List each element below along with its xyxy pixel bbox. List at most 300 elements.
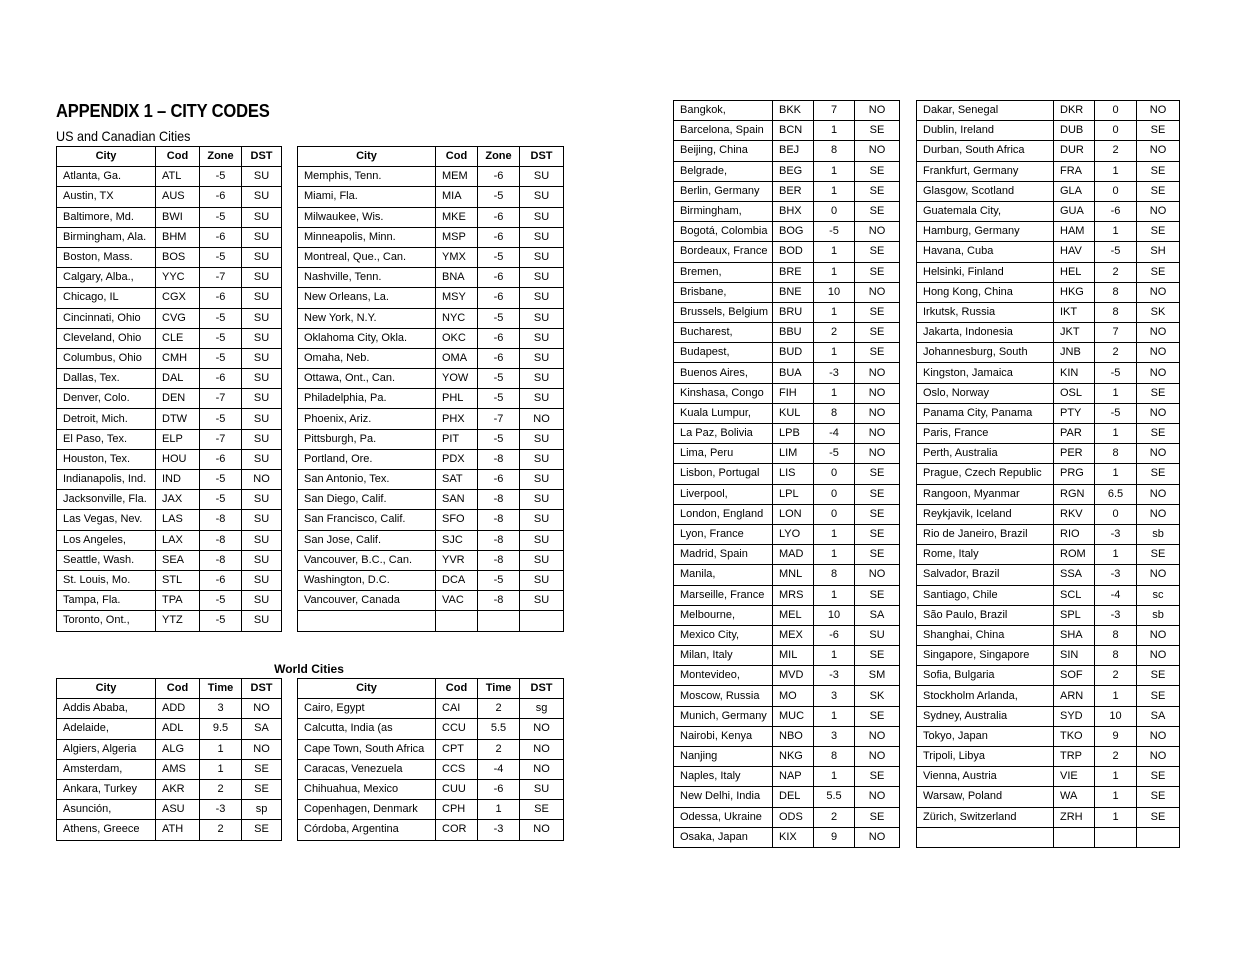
cell-dst: SE [1137, 262, 1180, 282]
table-row [57, 800, 282, 820]
cell-city: Jakarta, Indonesia [917, 323, 1054, 343]
cell-offset: 1 [1095, 383, 1137, 403]
table-row [57, 570, 282, 590]
cell-city: Vienna, Austria [917, 767, 1054, 787]
cell-code: STL [156, 570, 200, 590]
cell-offset: -8 [478, 449, 520, 469]
cell-offset: -8 [478, 591, 520, 611]
cell-city: Denver, Colo. [57, 389, 156, 409]
cell-city: Singapore, Singapore [917, 646, 1054, 666]
table-row [674, 504, 900, 524]
cell-dst: SE [1137, 807, 1180, 827]
cell-code: BNA [436, 268, 478, 288]
cell-city: Athens, Greece [57, 820, 156, 840]
cell-offset: 1 [814, 302, 855, 322]
table-header-row [298, 679, 564, 699]
cell-code: JAX [156, 490, 200, 510]
cell-code: SFO [436, 510, 478, 530]
cell-code: BNE [773, 282, 814, 302]
cell-dst: SU [242, 530, 282, 550]
cell-offset: 1 [1095, 545, 1137, 565]
cell-city: Milan, Italy [674, 646, 773, 666]
cell-city: Birmingham, [674, 201, 773, 221]
cell-offset: -6 [1095, 201, 1137, 221]
table-row [917, 504, 1180, 524]
cell-city: Helsinki, Finland [917, 262, 1054, 282]
table-row [917, 807, 1180, 827]
cell-dst: SU [520, 369, 564, 389]
cell-offset: -6 [478, 227, 520, 247]
cell-city: San Francisco, Calif. [298, 510, 436, 530]
column-header-offset: Time [200, 679, 242, 699]
table-row [57, 779, 282, 799]
us-cities-table-right [297, 146, 564, 632]
cell-dst: SU [242, 409, 282, 429]
cell-offset: -6 [200, 227, 242, 247]
cell-offset: 2 [1095, 262, 1137, 282]
cell-city: Dallas, Tex. [57, 369, 156, 389]
cell-code: LAS [156, 510, 200, 530]
cell-code: LPB [773, 424, 814, 444]
table-row [57, 369, 282, 389]
table-row [917, 161, 1180, 181]
table-row [674, 101, 900, 121]
cell-offset: -6 [478, 207, 520, 227]
cell-offset: -7 [200, 268, 242, 288]
cell-code: MUC [773, 706, 814, 726]
cell-code: BHX [773, 201, 814, 221]
cell-dst: NO [855, 787, 900, 807]
table-row [917, 302, 1180, 322]
cell-city: Austin, TX [57, 187, 156, 207]
cell-dst: SU [520, 779, 564, 799]
cell-code: GLA [1054, 181, 1095, 201]
cell-dst: SU [242, 570, 282, 590]
cell-offset: 1 [814, 161, 855, 181]
cell-dst: NO [855, 222, 900, 242]
cell-offset: -4 [1095, 585, 1137, 605]
table-row [298, 570, 564, 590]
cell-dst: SU [520, 187, 564, 207]
cell-city: Odessa, Ukraine [674, 807, 773, 827]
cell-city: Hong Kong, China [917, 282, 1054, 302]
cell-dst: SU [242, 369, 282, 389]
cell-city: Dublin, Ireland [917, 121, 1054, 141]
cell-offset: -6 [478, 328, 520, 348]
table-row [298, 268, 564, 288]
cell-dst: SU [520, 167, 564, 187]
cell-city: Atlanta, Ga. [57, 167, 156, 187]
cell-city: Osaka, Japan [674, 827, 773, 847]
cell-dst: SU [520, 470, 564, 490]
cell-dst: SU [242, 429, 282, 449]
cell-offset: 8 [814, 141, 855, 161]
cell-city: Salvador, Brazil [917, 565, 1054, 585]
cell-offset: 1 [1095, 807, 1137, 827]
cell-code: TRP [1054, 747, 1095, 767]
cell-city: New York, N.Y. [298, 308, 436, 328]
table-header-row [57, 679, 282, 699]
cell-city: Cleveland, Ohio [57, 328, 156, 348]
cell-city: Sofia, Bulgaria [917, 666, 1054, 686]
cell-code: BOD [773, 242, 814, 262]
cell-dst: NO [1137, 343, 1180, 363]
table-row [674, 484, 900, 504]
cell-dst: NO [855, 827, 900, 847]
cell-code: PHL [436, 389, 478, 409]
cell-code: DEN [156, 389, 200, 409]
cell-offset: 1 [814, 242, 855, 262]
cell-city: Munich, Germany [674, 706, 773, 726]
table-row [298, 611, 564, 631]
cell-dst: SH [1137, 242, 1180, 262]
cell-dst: SK [855, 686, 900, 706]
cell-city: Sydney, Australia [917, 706, 1054, 726]
cell-offset: -3 [478, 820, 520, 840]
cell-offset: -5 [200, 409, 242, 429]
table-row [917, 323, 1180, 343]
cell-city: Prague, Czech Republic [917, 464, 1054, 484]
cell-code: IKT [1054, 302, 1095, 322]
cell-city: Ottawa, Ont., Can. [298, 369, 436, 389]
cell-offset: -6 [200, 369, 242, 389]
cell-offset: -5 [200, 490, 242, 510]
table-row [298, 779, 564, 799]
cell-city: Vancouver, B.C., Can. [298, 550, 436, 570]
cell-dst: SE [855, 161, 900, 181]
table-row [298, 719, 564, 739]
cell-city: Calcutta, India (as [298, 719, 436, 739]
cell-offset: 8 [1095, 625, 1137, 645]
table-row [298, 348, 564, 368]
cell-code: PRG [1054, 464, 1095, 484]
cell-code: ADL [156, 719, 200, 739]
cell-dst: SU [242, 268, 282, 288]
cell-code: KIN [1054, 363, 1095, 383]
cell-city: Brisbane, [674, 282, 773, 302]
cell-dst: SU [242, 510, 282, 530]
table-row [298, 591, 564, 611]
cell-dst: SA [855, 605, 900, 625]
cell-offset: -5 [200, 348, 242, 368]
cell-offset: 0 [1095, 181, 1137, 201]
cell-city: Tokyo, Japan [917, 726, 1054, 746]
cell-code: CAI [436, 699, 478, 719]
cell-code: YOW [436, 369, 478, 389]
cell-offset: -5 [200, 611, 242, 631]
cell-code: MAD [773, 545, 814, 565]
cell-city: Rangoon, Myanmar [917, 484, 1054, 504]
cell-dst [1137, 827, 1180, 847]
cell-city: Birmingham, Ala. [57, 227, 156, 247]
table-row [57, 739, 282, 759]
cell-dst: sg [520, 699, 564, 719]
cell-dst: SU [520, 348, 564, 368]
cell-dst: SE [1137, 222, 1180, 242]
cell-city: Caracas, Venezuela [298, 759, 436, 779]
cell-dst: SU [242, 389, 282, 409]
cell-dst: SU [520, 389, 564, 409]
cell-offset: 0 [814, 484, 855, 504]
cell-offset: -5 [478, 570, 520, 590]
cell-code: MSY [436, 288, 478, 308]
table-row [298, 490, 564, 510]
cell-code: DAL [156, 369, 200, 389]
cell-dst: SU [520, 328, 564, 348]
cell-city: Los Angeles, [57, 530, 156, 550]
cell-city: Miami, Fla. [298, 187, 436, 207]
cell-code: PTY [1054, 403, 1095, 423]
cell-city: Melbourne, [674, 605, 773, 625]
table-row [917, 646, 1180, 666]
cell-dst: SU [520, 247, 564, 267]
table-row [674, 646, 900, 666]
cell-code: FRA [1054, 161, 1095, 181]
cell-offset: -6 [200, 449, 242, 469]
cell-code: HAM [1054, 222, 1095, 242]
cell-dst: NO [1137, 101, 1180, 121]
cell-offset: -3 [814, 666, 855, 686]
cell-offset [1095, 827, 1137, 847]
table-row [298, 308, 564, 328]
table-row [917, 343, 1180, 363]
cell-code: SAN [436, 490, 478, 510]
cell-code: PDX [436, 449, 478, 469]
cell-dst: NO [520, 759, 564, 779]
cell-dst: SE [855, 646, 900, 666]
cell-code: SYD [1054, 706, 1095, 726]
table-row [917, 262, 1180, 282]
cell-offset: 8 [1095, 444, 1137, 464]
table-row [674, 181, 900, 201]
cell-dst: NO [855, 383, 900, 403]
cell-city: Omaha, Neb. [298, 348, 436, 368]
cell-offset: 7 [814, 101, 855, 121]
cell-dst: SE [520, 800, 564, 820]
cell-city: Belgrade, [674, 161, 773, 181]
cell-offset: -5 [478, 308, 520, 328]
cell-offset: -5 [814, 444, 855, 464]
cell-code: ELP [156, 429, 200, 449]
cell-city: Cincinnati, Ohio [57, 308, 156, 328]
cell-offset: 9 [1095, 726, 1137, 746]
cell-city: Columbus, Ohio [57, 348, 156, 368]
cell-offset: 5.5 [814, 787, 855, 807]
cell-dst: NO [855, 282, 900, 302]
cell-dst: SE [1137, 383, 1180, 403]
cell-dst: NO [1137, 625, 1180, 645]
cell-city: Liverpool, [674, 484, 773, 504]
table-row [674, 545, 900, 565]
cell-code: GUA [1054, 201, 1095, 221]
cell-code: HOU [156, 449, 200, 469]
cell-dst: SU [242, 227, 282, 247]
cell-offset: 10 [814, 282, 855, 302]
table-row [674, 161, 900, 181]
cell-code: FIH [773, 383, 814, 403]
table-row [57, 308, 282, 328]
cell-city: Baltimore, Md. [57, 207, 156, 227]
table-row [674, 524, 900, 544]
cell-dst: SE [855, 545, 900, 565]
cell-offset: 6.5 [1095, 484, 1137, 504]
table-row [298, 429, 564, 449]
cell-offset: 8 [1095, 646, 1137, 666]
cell-city: Perth, Australia [917, 444, 1054, 464]
cell-code: VAC [436, 591, 478, 611]
cell-dst: NO [1137, 323, 1180, 343]
cell-dst: SU [520, 308, 564, 328]
cell-city: Lisbon, Portugal [674, 464, 773, 484]
cell-code: MNL [773, 565, 814, 585]
cell-city: Pittsburgh, Pa. [298, 429, 436, 449]
cell-dst: SE [1137, 686, 1180, 706]
cell-offset: -3 [1095, 605, 1137, 625]
cell-code: YYC [156, 268, 200, 288]
table-row [917, 524, 1180, 544]
cell-offset: 1 [1095, 686, 1137, 706]
cell-city: Detroit, Mich. [57, 409, 156, 429]
cell-dst: SE [855, 464, 900, 484]
cell-code: ADD [156, 699, 200, 719]
cell-code: ASU [156, 800, 200, 820]
cell-offset: 0 [1095, 504, 1137, 524]
cell-dst: SU [520, 490, 564, 510]
table-row [298, 550, 564, 570]
table-row [917, 201, 1180, 221]
cell-offset: 1 [814, 262, 855, 282]
table-row [674, 706, 900, 726]
cell-code: COR [436, 820, 478, 840]
column-header-dst: DST [242, 147, 282, 167]
table-row [57, 530, 282, 550]
cell-code: HKG [1054, 282, 1095, 302]
cell-offset: -8 [478, 490, 520, 510]
table-row [917, 726, 1180, 746]
cell-code: AMS [156, 759, 200, 779]
cell-dst: SU [520, 268, 564, 288]
cell-city: Tripoli, Libya [917, 747, 1054, 767]
cell-offset: -4 [814, 424, 855, 444]
cell-dst: SE [1137, 161, 1180, 181]
world-cities-table-page2-right [916, 100, 1180, 848]
cell-code: MVD [773, 666, 814, 686]
cell-dst: SU [520, 530, 564, 550]
table-row [674, 605, 900, 625]
cell-dst: SU [520, 207, 564, 227]
column-header-code: Cod [156, 679, 200, 699]
cell-offset: 8 [814, 747, 855, 767]
cell-code: BHM [156, 227, 200, 247]
cell-dst: SE [855, 262, 900, 282]
cell-code: SAT [436, 470, 478, 490]
cell-dst: SE [242, 759, 282, 779]
cell-code: BUD [773, 343, 814, 363]
cell-city: Portland, Ore. [298, 449, 436, 469]
table-row [917, 141, 1180, 161]
cell-code: CLE [156, 328, 200, 348]
table-row [917, 686, 1180, 706]
cell-offset: 0 [1095, 121, 1137, 141]
cell-code: BRU [773, 302, 814, 322]
cell-dst: SE [855, 504, 900, 524]
cell-dst: NO [1137, 282, 1180, 302]
column-header-city: City [298, 679, 436, 699]
table-row [917, 787, 1180, 807]
table-row [298, 247, 564, 267]
table-row [57, 247, 282, 267]
cell-dst: NO [242, 739, 282, 759]
cell-offset: 1 [814, 646, 855, 666]
cell-code: PAR [1054, 424, 1095, 444]
cell-offset: 10 [814, 605, 855, 625]
cell-offset: 1 [814, 181, 855, 201]
cell-city: Kingston, Jamaica [917, 363, 1054, 383]
cell-city: Madrid, Spain [674, 545, 773, 565]
table-row [674, 444, 900, 464]
cell-offset: -6 [478, 288, 520, 308]
cell-dst: NO [855, 101, 900, 121]
table-row [57, 328, 282, 348]
cell-code: LAX [156, 530, 200, 550]
cell-offset: 1 [814, 767, 855, 787]
cell-offset: 1 [478, 800, 520, 820]
cell-dst: SU [242, 591, 282, 611]
cell-dst: NO [1137, 363, 1180, 383]
cell-code: MEX [773, 625, 814, 645]
table-row [674, 464, 900, 484]
table-row [57, 207, 282, 227]
cell-dst: NO [520, 739, 564, 759]
cell-city: San Diego, Calif. [298, 490, 436, 510]
cell-city: Cape Town, South Africa [298, 739, 436, 759]
cell-city: Chicago, IL [57, 288, 156, 308]
cell-code: YVR [436, 550, 478, 570]
cell-dst: SA [1137, 706, 1180, 726]
cell-city: Stockholm Arlanda, [917, 686, 1054, 706]
cell-offset: -5 [814, 222, 855, 242]
cell-city: Panama City, Panama [917, 403, 1054, 423]
cell-dst: SE [855, 807, 900, 827]
cell-offset: 9.5 [200, 719, 242, 739]
cell-code: RIO [1054, 524, 1095, 544]
world-cities-subtitle: World Cities [274, 662, 344, 676]
table-row [917, 424, 1180, 444]
cell-offset: 1 [1095, 424, 1137, 444]
cell-offset: -5 [478, 389, 520, 409]
cell-city: Oklahoma City, Okla. [298, 328, 436, 348]
table-row [57, 490, 282, 510]
cell-dst: SE [1137, 767, 1180, 787]
cell-city: Minneapolis, Minn. [298, 227, 436, 247]
table-row [57, 591, 282, 611]
cell-dst: NO [1137, 726, 1180, 746]
cell-city: Las Vegas, Nev. [57, 510, 156, 530]
cell-dst: SU [242, 187, 282, 207]
table-row [57, 167, 282, 187]
table-row [298, 328, 564, 348]
cell-dst: SE [855, 585, 900, 605]
table-row [298, 699, 564, 719]
cell-offset: -3 [1095, 524, 1137, 544]
cell-offset: 0 [814, 464, 855, 484]
cell-offset: 3 [814, 726, 855, 746]
cell-offset: 2 [1095, 343, 1137, 363]
cell-code: OMA [436, 348, 478, 368]
table-row [298, 510, 564, 530]
cell-offset: 5.5 [478, 719, 520, 739]
cell-code: VIE [1054, 767, 1095, 787]
